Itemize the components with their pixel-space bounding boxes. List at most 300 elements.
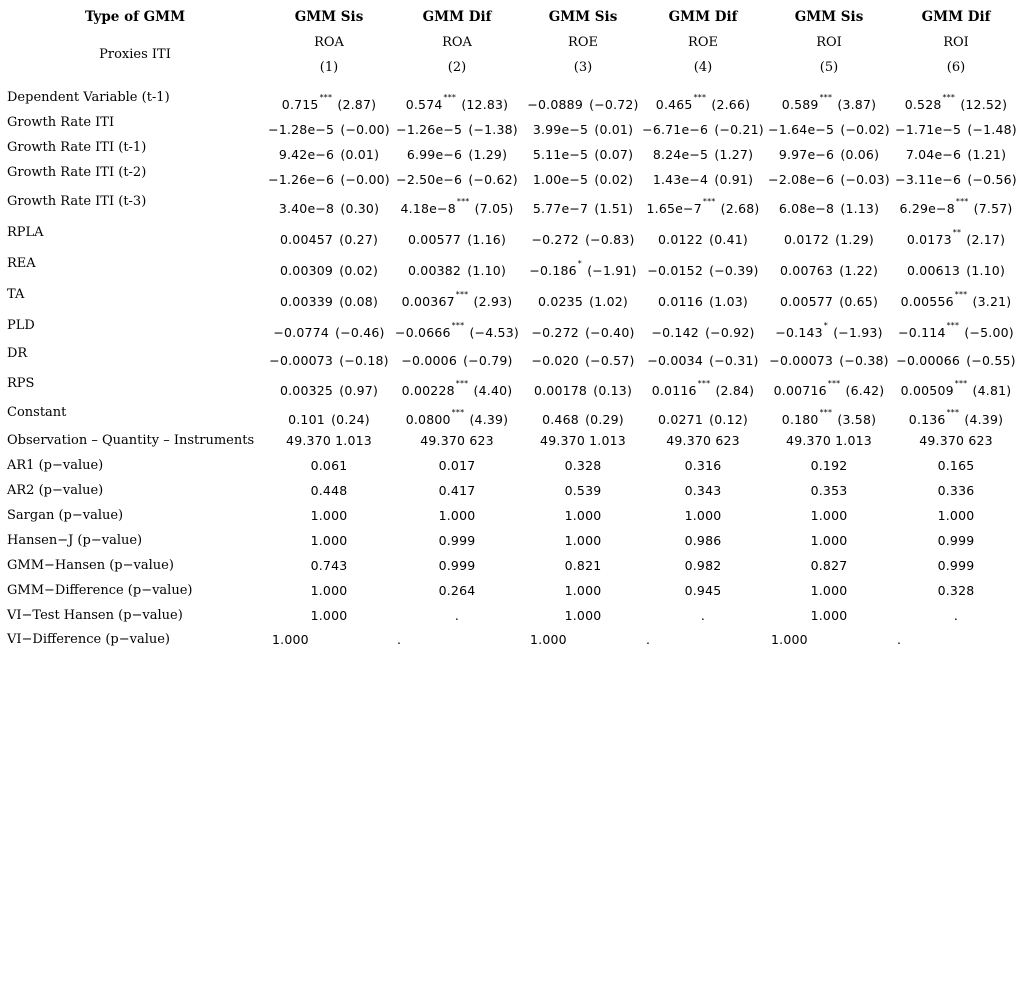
coefficient: −2.50e−6 [396, 172, 463, 187]
coef-cell [408, 251, 506, 283]
coef-cell [774, 371, 885, 403]
coef-cell [534, 371, 632, 403]
coef-cell [907, 220, 1005, 252]
stat-value: 0.328 [564, 458, 602, 473]
t-statistic: (−0.38) [839, 353, 889, 368]
t-statistic: (0.08) [339, 294, 379, 309]
stat-value: 0.827 [810, 558, 848, 573]
coef-cell [533, 160, 633, 192]
t-statistic: (−0.46) [335, 325, 385, 340]
type-of-gmm-label: Type of GMM [84, 9, 186, 25]
stat-value: 1.000 [564, 583, 602, 598]
coefficient: 0.574 [405, 97, 443, 112]
coefficient: 0.00763 [779, 263, 834, 278]
table-row [0, 313, 1024, 338]
row-label: DR [7, 346, 28, 361]
coef-cell [529, 251, 636, 283]
coefficient: −0.0889 [527, 97, 583, 112]
col-5-number: (5) [819, 60, 839, 75]
coefficient: 6.29e−8 [899, 201, 955, 216]
significance-stars: *** [954, 379, 968, 388]
significance-stars: *** [942, 93, 956, 102]
col-1-gmm: GMM Sis [294, 9, 364, 25]
stat-value: 0.165 [937, 458, 975, 473]
row-label: AR2 (p−value) [7, 483, 104, 498]
stat-value: . [953, 608, 959, 623]
row-label: RPS [7, 376, 35, 391]
t-statistic: (6.42) [845, 383, 885, 398]
coefficient: 7.04e−6 [905, 147, 962, 162]
stat-value: 0.316 [684, 458, 722, 473]
t-statistic: (0.24) [331, 412, 370, 427]
row-label: GMM−Hansen (p−value) [7, 558, 174, 573]
significance-stars: *** [819, 408, 833, 417]
t-statistic: (2.66) [711, 97, 751, 112]
row-label: Observation – Quantity – Instruments [7, 433, 255, 448]
t-statistic: (1.29) [835, 232, 874, 247]
significance-stars: *** [456, 197, 470, 206]
t-statistic: (1.21) [967, 147, 1007, 162]
coef-cell [658, 282, 748, 314]
t-statistic: (−4.53) [469, 325, 519, 340]
coefficient: −1.26e−6 [268, 172, 335, 187]
col-1-proxy: ROA [314, 35, 344, 50]
table-row [0, 160, 1024, 185]
significance-stars: *** [455, 379, 469, 388]
col-6-gmm: GMM Dif [921, 9, 991, 25]
row-label: Constant [7, 405, 67, 420]
coefficient: −1.71e−5 [895, 122, 962, 137]
coefficient: 1.00e−5 [532, 172, 589, 187]
t-statistic: (7.57) [973, 201, 1013, 216]
stat-value: 49.370 623 [420, 433, 494, 448]
stat-value: 1.000 [810, 533, 848, 548]
coef-cell [647, 251, 758, 283]
t-statistic: (4.39) [964, 412, 1004, 427]
stat-value: 0.743 [310, 558, 348, 573]
coef-cell [268, 160, 390, 192]
t-statistic: (−0.72) [589, 97, 639, 112]
coef-cell [653, 160, 753, 192]
stat-value: 0.264 [438, 583, 476, 598]
coefficient: 0.528 [904, 97, 942, 112]
coef-cell [538, 282, 628, 314]
stat-value: 1.000 [438, 508, 476, 523]
col-4-proxy: ROE [688, 35, 718, 50]
t-statistic: (0.29) [585, 412, 624, 427]
t-statistic: (−1.91) [587, 263, 637, 278]
table-row [0, 371, 1024, 396]
coefficient: −3.11e−6 [895, 172, 962, 187]
stat-value: 0.017 [438, 458, 476, 473]
t-statistic: (0.41) [709, 232, 748, 247]
t-statistic: (−0.55) [966, 353, 1016, 368]
t-statistic: (−0.62) [468, 172, 518, 187]
coefficient: 0.00457 [279, 232, 334, 247]
coef-cell [780, 251, 878, 283]
t-statistic: (−0.40) [585, 325, 635, 340]
row-label: VI−Difference (p−value) [7, 632, 170, 647]
coefficient: 0.715 [281, 97, 319, 112]
coefficient: 0.00716 [773, 383, 827, 398]
coefficient: −0.00073 [269, 353, 334, 368]
t-statistic: (12.83) [461, 97, 509, 112]
stat-value: 0.192 [810, 458, 848, 473]
row-label: TA [7, 287, 25, 302]
t-statistic: (−0.21) [714, 122, 764, 137]
row-label: Growth Rate ITI [7, 115, 115, 130]
col-6-number: (6) [946, 60, 966, 75]
t-statistic: (7.05) [474, 201, 514, 216]
stat-value: . [397, 632, 402, 647]
row-label: Hansen−J (p−value) [7, 533, 143, 548]
significance-stars: *** [702, 197, 716, 206]
table-row [0, 282, 1024, 307]
coefficient: −0.272 [531, 232, 579, 247]
coefficient: −1.26e−5 [396, 122, 463, 137]
stat-value: 0.999 [937, 558, 975, 573]
coefficient: 8.24e−5 [652, 147, 709, 162]
coef-cell [533, 189, 633, 221]
coef-cell [907, 251, 1005, 283]
stat-value: 1.000 [771, 632, 808, 647]
significance-stars: *** [697, 379, 711, 388]
coefficient: 4.18e−8 [400, 201, 456, 216]
coef-cell [901, 282, 1012, 314]
row-label: AR1 (p−value) [7, 458, 104, 473]
coefficient: −0.272 [531, 325, 579, 340]
coefficient: 0.0116 [651, 383, 697, 398]
coefficient: 6.08e−8 [778, 201, 835, 216]
coefficient: 3.40e−8 [278, 201, 335, 216]
stat-value: 0.336 [937, 483, 975, 498]
t-statistic: (1.03) [709, 294, 748, 309]
stat-value: 1.000 [810, 508, 848, 523]
stat-value: 0.353 [810, 483, 848, 498]
coefficient: 0.101 [288, 412, 325, 427]
stat-value: 49.370 623 [666, 433, 740, 448]
coefficient: −1.28e−5 [268, 122, 335, 137]
coefficient: −0.0152 [647, 263, 703, 278]
table-row [0, 85, 1024, 110]
coef-cell [402, 282, 513, 314]
t-statistic: (−0.00) [340, 122, 390, 137]
stat-value: 0.821 [564, 558, 602, 573]
t-statistic: (0.06) [840, 147, 880, 162]
t-statistic: (−0.57) [585, 353, 635, 368]
coefficient: −0.143 [775, 325, 823, 340]
coef-cell [896, 341, 1015, 373]
stat-value: 1.000 [810, 608, 848, 623]
t-statistic: (1.51) [594, 201, 634, 216]
stat-value: 1.000 [530, 632, 567, 647]
table-row [0, 189, 1024, 214]
coef-cell [784, 220, 874, 252]
row-label: REA [7, 256, 36, 271]
coefficient: 0.00367 [401, 294, 455, 309]
t-statistic: (1.22) [839, 263, 879, 278]
coefficient: 0.0271 [658, 412, 703, 427]
coefficient: 1.65e−7 [646, 201, 702, 216]
stat-value: 0.417 [438, 483, 476, 498]
significance-stars: ** [952, 228, 962, 237]
row-label: Sargan (p−value) [7, 508, 124, 523]
t-statistic: (1.27) [714, 147, 754, 162]
coef-cell [280, 282, 378, 314]
t-statistic: (1.16) [467, 232, 507, 247]
coefficient: 0.589 [781, 97, 819, 112]
t-statistic: (12.52) [960, 97, 1008, 112]
significance-stars: *** [946, 408, 960, 417]
coef-cell [279, 189, 379, 221]
t-statistic: (0.01) [340, 147, 380, 162]
coef-cell [769, 341, 888, 373]
stat-value: 0.986 [684, 533, 722, 548]
significance-stars: *** [455, 290, 469, 299]
t-statistic: (4.81) [972, 383, 1012, 398]
t-statistic: (3.58) [837, 412, 877, 427]
stat-value: 1.000 [564, 508, 602, 523]
coefficient: −0.00073 [769, 353, 834, 368]
col-2-gmm: GMM Dif [422, 9, 492, 25]
stat-value: 0.539 [564, 483, 602, 498]
stat-value: 0.999 [438, 558, 476, 573]
table-row [0, 503, 1024, 528]
col-2-proxy: ROA [442, 35, 472, 50]
significance-stars: *** [443, 93, 457, 102]
coefficient: 0.00382 [407, 263, 462, 278]
coefficient: 0.00556 [900, 294, 954, 309]
coef-cell [402, 371, 513, 403]
coef-cell [531, 220, 634, 252]
table-row [0, 603, 1024, 628]
coef-cell [647, 189, 760, 221]
col-4-number: (4) [693, 60, 713, 75]
stat-value: 1.000 [564, 533, 602, 548]
coefficient: 0.00509 [900, 383, 954, 398]
coef-cell [280, 371, 378, 403]
coef-cell [780, 282, 878, 314]
table-row [0, 400, 1024, 425]
coefficient: 0.0173 [906, 232, 952, 247]
coefficient: 0.00577 [407, 232, 462, 247]
col-3-number: (3) [573, 60, 593, 75]
t-statistic: (2.87) [337, 97, 377, 112]
t-statistic: (2.84) [715, 383, 755, 398]
coef-cell [900, 189, 1013, 221]
significance-stars: *** [946, 321, 960, 330]
stat-value: 1.000 [684, 508, 722, 523]
stat-value: 0.999 [937, 533, 975, 548]
t-statistic: (0.13) [593, 383, 633, 398]
stat-value: 1.000 [272, 632, 309, 647]
t-statistic: (1.29) [468, 147, 508, 162]
coef-cell [901, 371, 1012, 403]
col-3-proxy: ROE [568, 35, 598, 50]
t-statistic: (−0.39) [709, 263, 759, 278]
coefficient: −6.71e−6 [642, 122, 709, 137]
header-row-gmm-type [0, 5, 1024, 30]
t-statistic: (4.39) [469, 412, 509, 427]
stat-value: . [646, 632, 651, 647]
coefficient: −0.00066 [896, 353, 961, 368]
coefficient: 0.00228 [401, 383, 455, 398]
coef-cell [269, 341, 388, 373]
significance-stars: *** [319, 93, 333, 102]
stat-value: . [700, 608, 706, 623]
t-statistic: (−0.00) [340, 172, 390, 187]
coef-cell [779, 189, 879, 221]
stat-value: . [897, 632, 902, 647]
col-1-number: (1) [319, 60, 339, 75]
t-statistic: (0.02) [594, 172, 634, 187]
coefficient: 3.99e−5 [532, 122, 589, 137]
coefficient: 5.11e−5 [532, 147, 589, 162]
row-label: Dependent Variable (t-1) [7, 90, 170, 105]
coefficient: 0.00577 [779, 294, 834, 309]
coef-cell [658, 220, 748, 252]
t-statistic: (−0.18) [339, 353, 389, 368]
table-row [0, 220, 1024, 245]
coefficient: 5.77e−7 [532, 201, 589, 216]
coef-cell [895, 160, 1017, 192]
t-statistic: (4.40) [473, 383, 513, 398]
coefficient: 0.00339 [279, 294, 334, 309]
t-statistic: (2.93) [473, 294, 513, 309]
coefficient: −1.64e−5 [768, 122, 835, 137]
t-statistic: (3.87) [837, 97, 877, 112]
table-row [0, 341, 1024, 366]
row-label: RPLA [7, 225, 44, 240]
coefficient: 0.0116 [658, 294, 703, 309]
table-row [0, 578, 1024, 603]
t-statistic: (0.91) [714, 172, 754, 187]
table-row [0, 478, 1024, 503]
row-label: GMM−Difference (p−value) [7, 583, 193, 598]
table-row [0, 251, 1024, 276]
coef-cell [280, 251, 378, 283]
stat-value: 0.999 [438, 533, 476, 548]
stat-value: 1.000 [310, 533, 348, 548]
stat-value: 1.000 [310, 508, 348, 523]
t-statistic: (0.97) [339, 383, 379, 398]
coefficient: 0.468 [542, 412, 579, 427]
stat-value: 49.370 1.013 [540, 433, 626, 448]
t-statistic: (−0.03) [840, 172, 890, 187]
stat-value: 1.000 [310, 583, 348, 598]
t-statistic: (−0.31) [709, 353, 759, 368]
coefficient: 9.97e−6 [778, 147, 835, 162]
coefficient: −0.0006 [401, 353, 457, 368]
coefficient: −0.142 [651, 325, 699, 340]
stat-value: 0.945 [684, 583, 722, 598]
table-row-vi-difference [0, 627, 1024, 652]
row-label: VI−Test Hansen (p−value) [7, 608, 183, 623]
coefficient: 0.0122 [658, 232, 703, 247]
col-3-gmm: GMM Sis [548, 9, 618, 25]
coefficient: 0.0172 [784, 232, 829, 247]
table-row [0, 453, 1024, 478]
t-statistic: (0.07) [594, 147, 634, 162]
coefficient: −0.186 [529, 263, 577, 278]
coefficient: 0.136 [908, 412, 946, 427]
coef-cell [647, 341, 758, 373]
t-statistic: (3.21) [972, 294, 1012, 309]
significance-stars: *** [954, 290, 968, 299]
col-4-gmm: GMM Dif [668, 9, 738, 25]
t-statistic: (2.17) [966, 232, 1006, 247]
coefficient: 9.42e−6 [278, 147, 335, 162]
significance-stars: *** [827, 379, 841, 388]
t-statistic: (−0.83) [585, 232, 635, 247]
t-statistic: (2.68) [720, 201, 760, 216]
row-label: PLD [7, 318, 35, 333]
significance-stars: *** [693, 93, 707, 102]
stat-value: 0.448 [310, 483, 348, 498]
coefficient: 0.0235 [538, 294, 583, 309]
coef-cell [652, 371, 755, 403]
t-statistic: (0.02) [339, 263, 379, 278]
coef-cell [396, 160, 518, 192]
coefficient: 0.00613 [906, 263, 961, 278]
stat-value: 0.343 [684, 483, 722, 498]
table-row [0, 528, 1024, 553]
stat-value: 1.000 [564, 608, 602, 623]
coefficient: −2.08e−6 [768, 172, 835, 187]
stat-value: . [454, 608, 460, 623]
coefficient: 0.180 [781, 412, 819, 427]
stat-value: 0.328 [937, 583, 975, 598]
t-statistic: (−1.48) [967, 122, 1017, 137]
coef-cell [401, 341, 512, 373]
row-label: Growth Rate ITI (t-2) [7, 165, 147, 180]
table-row [0, 428, 1024, 453]
t-statistic: (−0.79) [463, 353, 513, 368]
row-label: Growth Rate ITI (t-1) [7, 140, 147, 155]
t-statistic: (−1.38) [468, 122, 518, 137]
coefficient: −0.0034 [647, 353, 703, 368]
coefficient: 0.0800 [405, 412, 451, 427]
significance-stars: * [823, 321, 829, 330]
coef-cell [531, 341, 634, 373]
coefficient: 0.00309 [279, 263, 334, 278]
t-statistic: (−0.92) [705, 325, 755, 340]
coefficient: −0.114 [898, 325, 946, 340]
coefficient: −0.020 [531, 353, 579, 368]
header-row-number [0, 55, 1024, 80]
t-statistic: (1.10) [966, 263, 1006, 278]
t-statistic: (0.01) [594, 122, 634, 137]
significance-stars: *** [955, 197, 969, 206]
row-label: Growth Rate ITI (t-3) [7, 194, 147, 209]
coef-cell [401, 189, 514, 221]
coefficient: −0.0774 [273, 325, 329, 340]
proxies-iti-label: Proxies ITI [99, 47, 171, 62]
table-row [0, 553, 1024, 578]
t-statistic: (−0.02) [840, 122, 890, 137]
t-statistic: (1.10) [467, 263, 507, 278]
t-statistic: (0.65) [839, 294, 879, 309]
t-statistic: (0.30) [340, 201, 380, 216]
table-row [0, 135, 1024, 160]
coef-cell [280, 220, 378, 252]
stat-value: 1.000 [310, 608, 348, 623]
t-statistic: (1.13) [840, 201, 880, 216]
coefficient: 0.00325 [279, 383, 334, 398]
coefficient: −0.0666 [395, 325, 451, 340]
stat-value: 49.370 1.013 [286, 433, 372, 448]
col-5-gmm: GMM Sis [794, 9, 864, 25]
